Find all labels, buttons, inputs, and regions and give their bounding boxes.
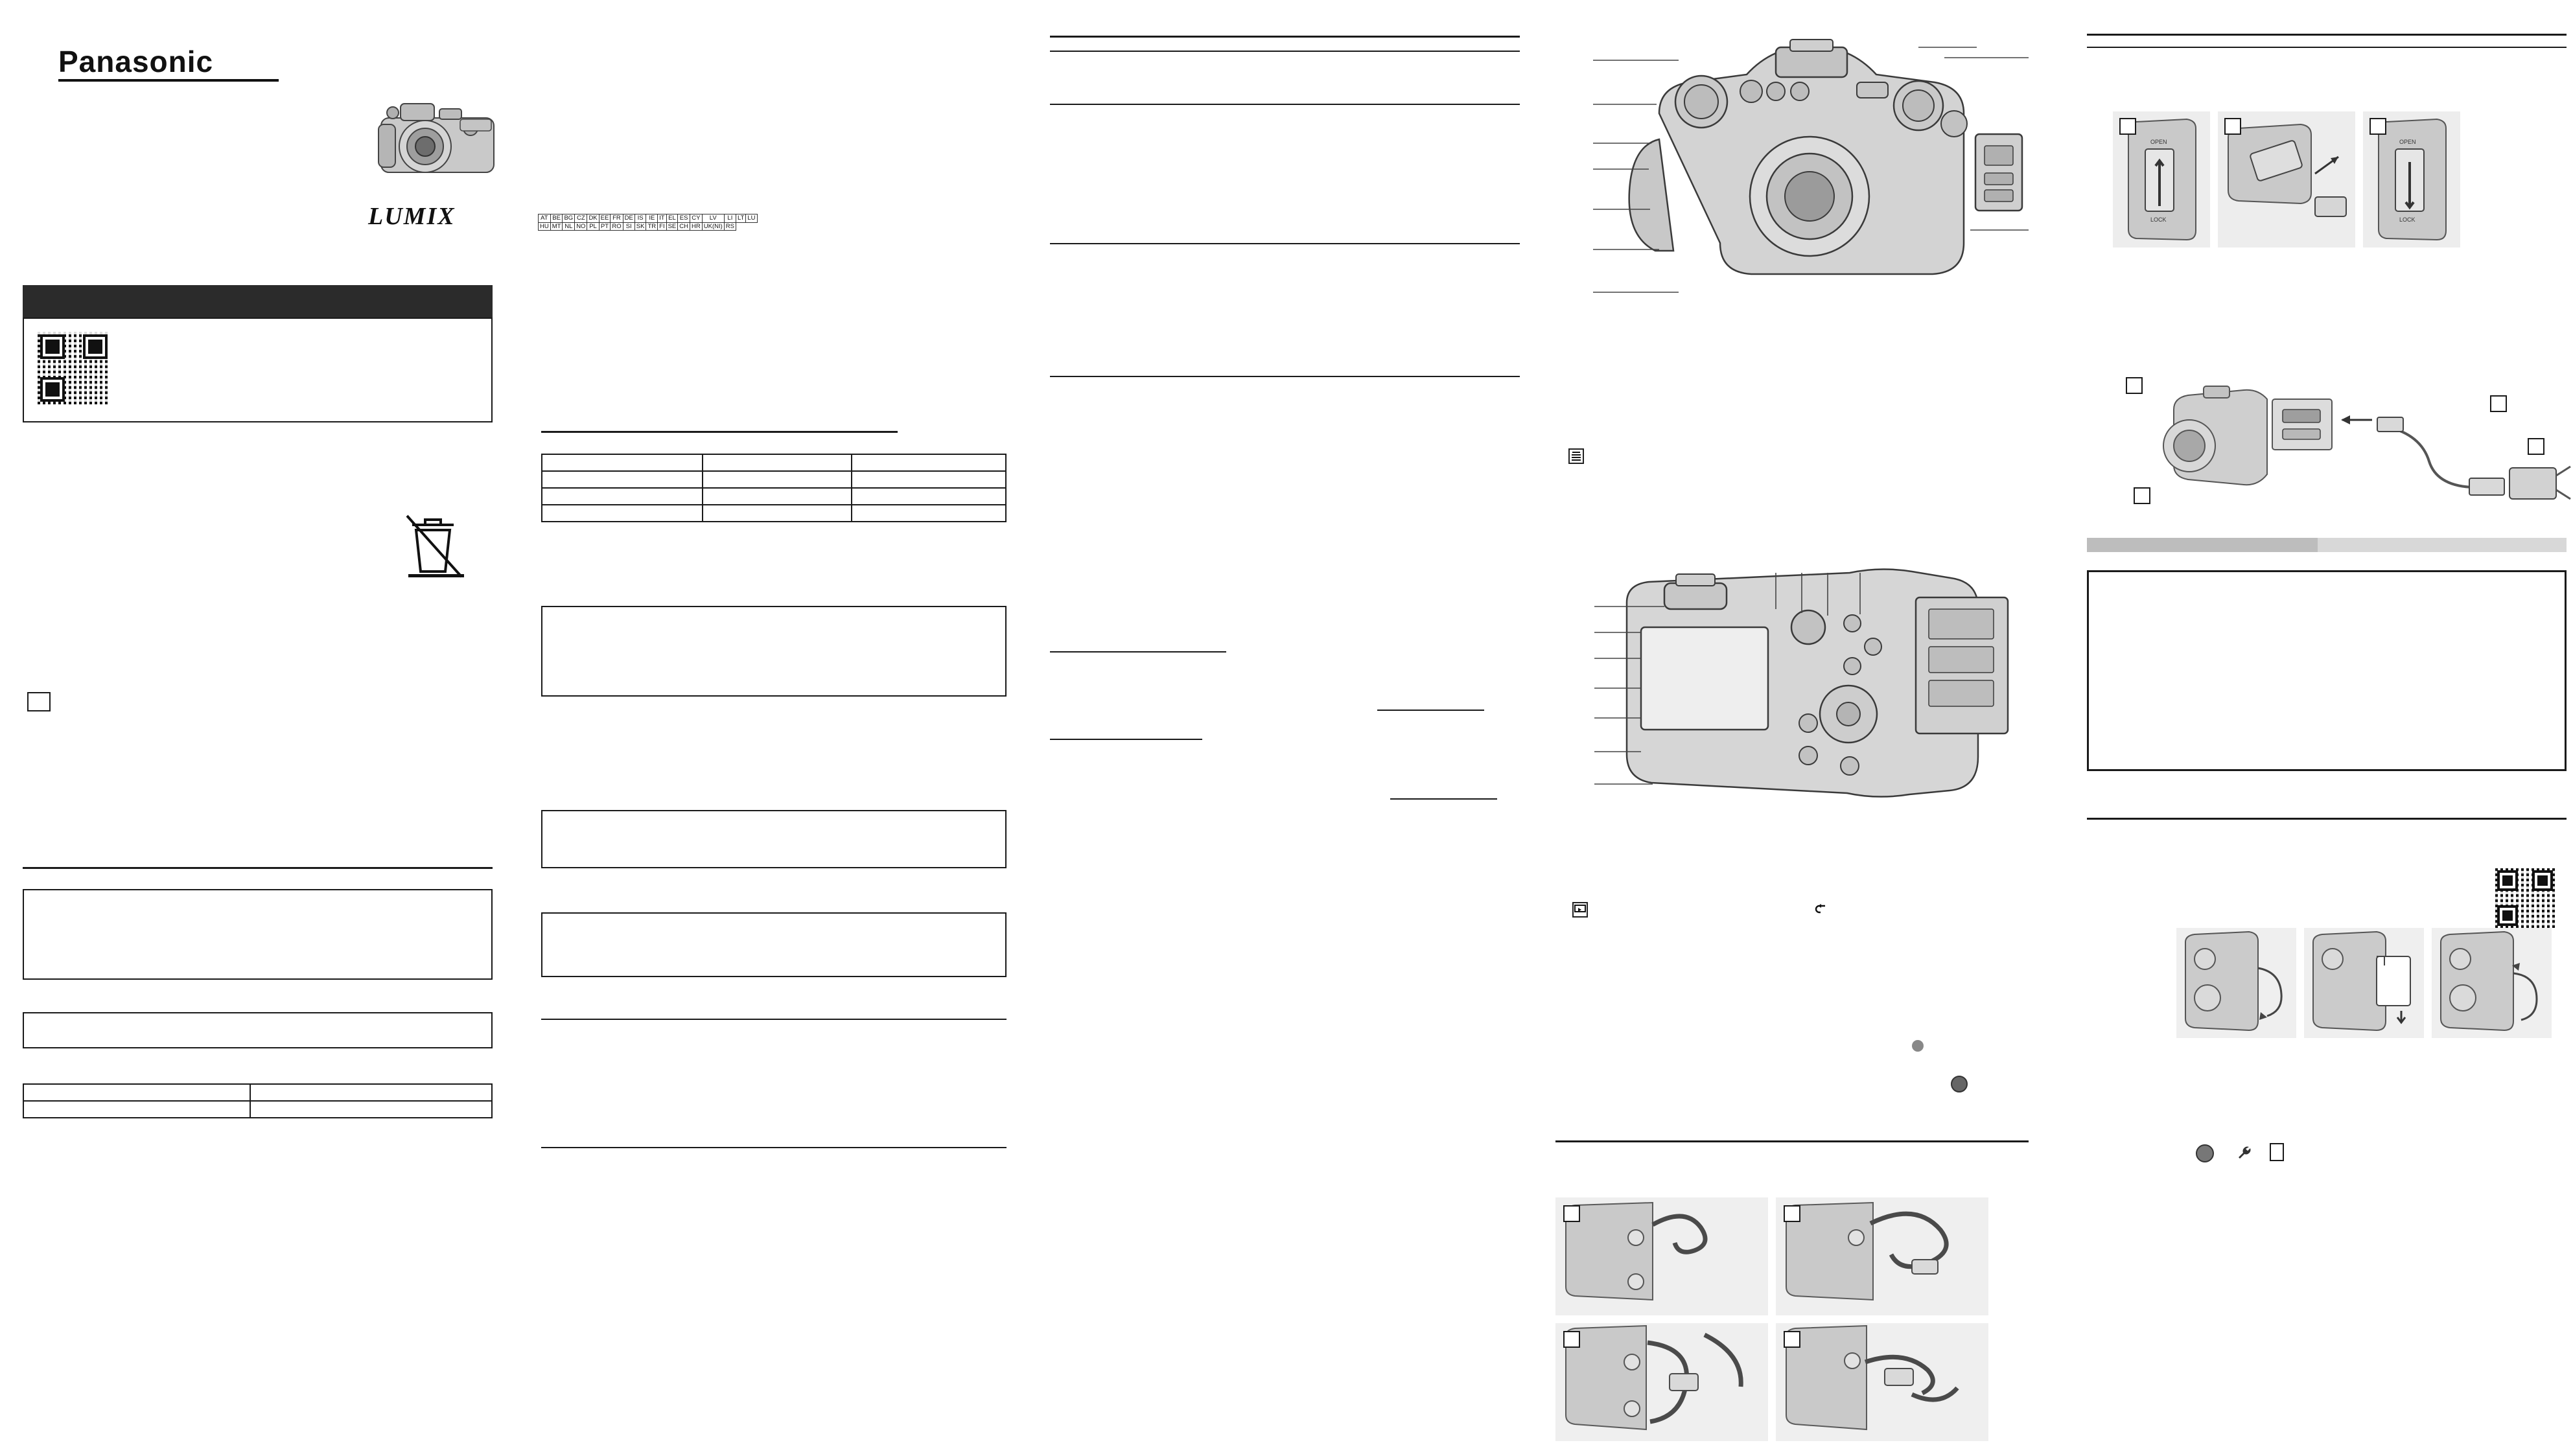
panel-4	[1543, 0, 2074, 1456]
panel1-table	[23, 1083, 493, 1118]
charging-step-1-number	[2126, 377, 2143, 394]
cc-cell: UK(NI)	[702, 222, 724, 231]
cc-cell: LI	[724, 214, 736, 223]
strap-step-1-number	[1563, 1205, 1580, 1222]
battery-step-2-number	[2224, 118, 2241, 135]
panel3-rule-3	[1050, 376, 1520, 377]
panel2-divider-2	[541, 1147, 1007, 1148]
info-box-2	[23, 1012, 493, 1048]
panel3-rule-top-a	[1050, 36, 1520, 38]
battery-step-1-number	[2119, 118, 2136, 135]
panel5-info-box	[2087, 570, 2567, 771]
section-divider-1	[23, 867, 493, 869]
country-code-table	[538, 214, 758, 231]
camera-rear-figure	[1581, 564, 2035, 855]
progress-bar-fill	[2087, 538, 2318, 552]
table-row	[23, 1101, 492, 1118]
cc-cell: ES	[678, 214, 690, 223]
svg-text:OPEN: OPEN	[2150, 139, 2167, 145]
cc-cell: RS	[724, 222, 736, 231]
panel3-heading-underline-4	[1390, 798, 1497, 800]
cc-cell: CY	[690, 214, 703, 223]
info-box-1	[23, 889, 493, 980]
table-row	[542, 488, 1006, 505]
panel5-divider	[2087, 818, 2567, 820]
panel2-divider-1	[541, 1019, 1007, 1020]
panel3-rule-2	[1050, 243, 1520, 244]
cc-cell: IT	[658, 214, 666, 223]
cc-cell: HU	[539, 222, 551, 231]
note-box-2	[541, 810, 1007, 868]
camera-top-front-figure	[1581, 36, 2035, 373]
charging-step-4-number	[2528, 438, 2544, 455]
svg-text:OPEN: OPEN	[2399, 139, 2416, 145]
cc-cell: FI	[658, 222, 666, 231]
delete-return-icon	[1813, 902, 1829, 918]
cc-cell: TR	[646, 222, 658, 231]
card-step-2	[2304, 928, 2424, 1038]
cc-cell: AT	[539, 214, 551, 223]
strap-step-3-number	[1563, 1331, 1580, 1348]
cc-cell: SI	[623, 222, 635, 231]
cc-cell: PT	[599, 222, 611, 231]
cc-cell: IE	[646, 214, 658, 223]
cc-cell: LU	[746, 214, 757, 223]
note-box-3	[541, 912, 1007, 977]
table-row	[539, 214, 758, 223]
table-row	[542, 454, 1006, 471]
camera-hero-illustration	[363, 91, 512, 194]
cc-cell: LT	[736, 214, 745, 223]
strap-step-1	[1555, 1197, 1768, 1315]
cc-cell: BE	[550, 214, 563, 223]
table-row	[542, 471, 1006, 488]
exposure-compensation-icon	[1568, 448, 1584, 464]
cc-cell: CH	[678, 222, 690, 231]
charging-step-2-number	[2134, 487, 2150, 504]
qr-banner	[23, 285, 493, 318]
cc-cell: DK	[587, 214, 599, 223]
card-step-1	[2176, 928, 2296, 1038]
globe-icon	[2196, 1144, 2214, 1162]
cc-cell: EE	[599, 214, 611, 223]
cc-cell: LV	[702, 214, 724, 223]
cc-cell: NO	[575, 222, 587, 231]
charging-step-3-number	[2490, 395, 2507, 412]
playback-icon	[1572, 902, 1588, 918]
cc-cell: MT	[550, 222, 563, 231]
cc-cell: RO	[611, 222, 623, 231]
panel-3	[1037, 0, 1530, 1456]
spec-table-top-rule	[541, 431, 898, 433]
cc-cell: IS	[635, 214, 646, 223]
panel3-rule-top-b	[1050, 51, 1520, 52]
panel3-rule-1	[1050, 104, 1520, 105]
panel-5	[2080, 0, 2573, 1456]
cc-cell: NL	[563, 222, 575, 231]
weee-crossed-bin-icon	[394, 505, 478, 583]
table-row	[23, 1084, 492, 1101]
strap-section-rule	[1555, 1140, 2029, 1142]
record-dot-icon	[1912, 1040, 1924, 1052]
panel5-top-rule-b	[2087, 47, 2567, 48]
panel3-heading-underline-1	[1050, 651, 1226, 653]
cc-cell: BG	[563, 214, 575, 223]
svg-text:LOCK: LOCK	[2399, 216, 2416, 223]
shutter-icon	[1951, 1076, 1968, 1092]
svg-text:LOCK: LOCK	[2150, 216, 2167, 223]
cc-cell: FR	[611, 214, 623, 223]
panasonic-logo: Panasonic	[58, 45, 214, 78]
strap-step-2-number	[1784, 1205, 1800, 1222]
cc-cell: CZ	[575, 214, 587, 223]
strap-step-2	[1776, 1197, 1988, 1315]
cc-cell-empty	[736, 222, 757, 231]
checkbox-marker	[27, 692, 51, 711]
cc-cell: EL	[666, 214, 678, 223]
spec-table	[541, 454, 1007, 522]
strap-step-4	[1776, 1323, 1988, 1441]
panasonic-logo-underline	[58, 79, 279, 82]
charging-figure	[2106, 369, 2573, 531]
cc-cell: HR	[690, 222, 703, 231]
strap-step-3	[1555, 1323, 1768, 1441]
card-step-3	[2432, 928, 2552, 1038]
table-row	[539, 222, 758, 231]
cc-cell: SK	[635, 222, 646, 231]
note-box-1	[541, 606, 1007, 697]
panel3-heading-underline-2	[1050, 739, 1202, 740]
cc-cell: DE	[623, 214, 635, 223]
table-row	[542, 505, 1006, 522]
strap-step-4-number	[1784, 1331, 1800, 1348]
cc-cell: SE	[666, 222, 678, 231]
panel-2	[531, 0, 1024, 1456]
panel3-heading-underline-3	[1377, 710, 1484, 711]
wrench-icon	[2235, 1143, 2254, 1162]
panel-1	[0, 0, 518, 1456]
cc-cell: PL	[587, 222, 599, 231]
qr-code-1	[38, 332, 110, 404]
lumix-logo: LUMIX	[368, 203, 456, 230]
book-icon	[2270, 1143, 2284, 1161]
panel5-top-rule-a	[2087, 34, 2567, 36]
qr-code-2	[2495, 868, 2555, 928]
battery-step-3-number	[2369, 118, 2386, 135]
